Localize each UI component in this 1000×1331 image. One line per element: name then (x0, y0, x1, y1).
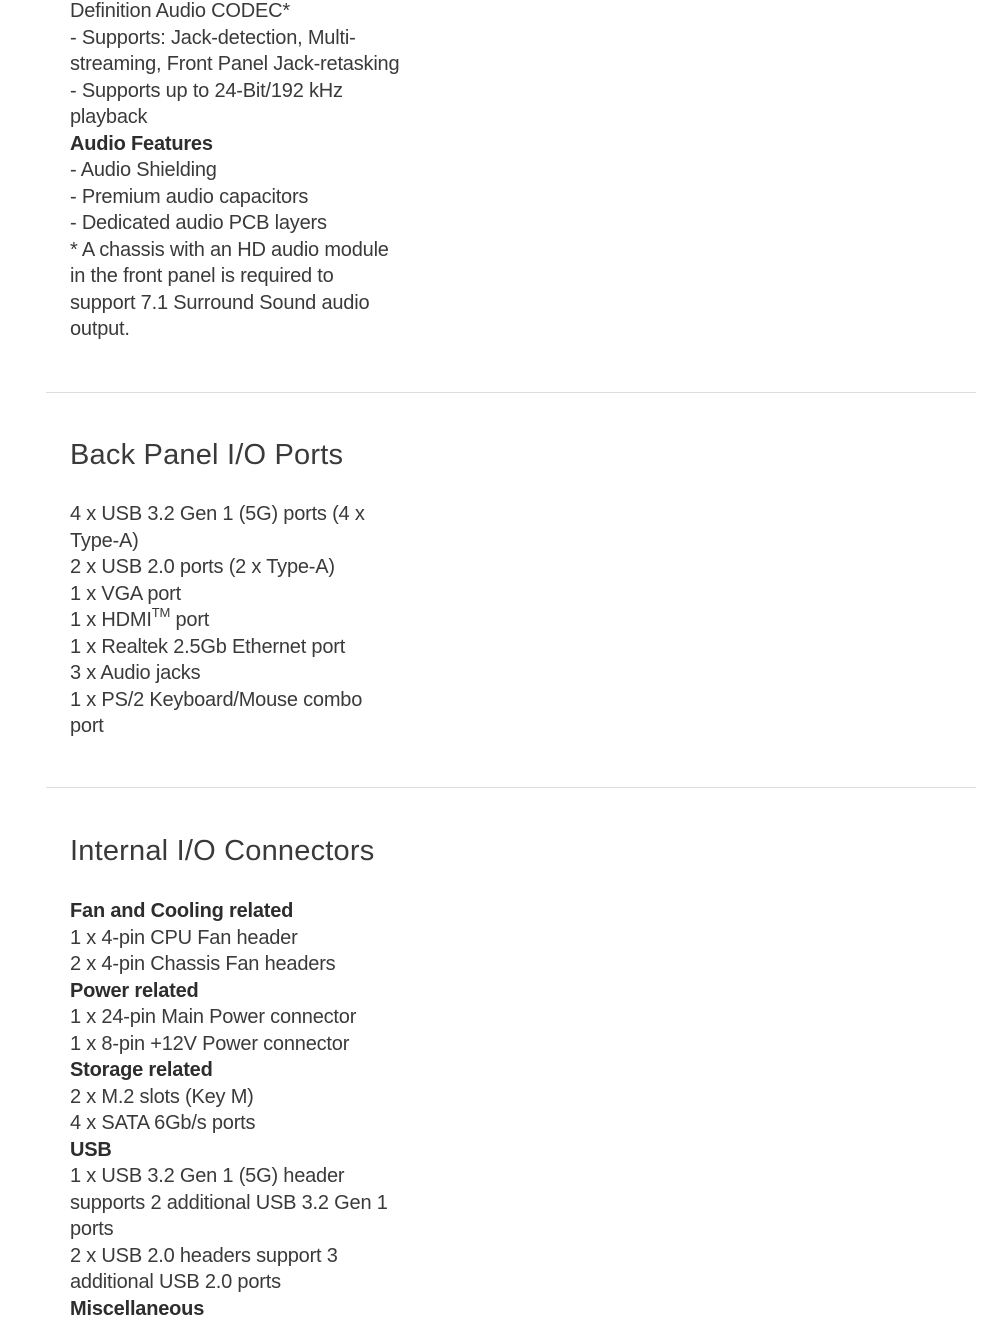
spec-line: port (70, 715, 104, 737)
spec-line: 1 x USB 3.2 Gen 1 (5G) header (70, 1165, 345, 1187)
spec-line: 3 x Audio jacks (70, 662, 201, 684)
spec-line: 1 x Realtek 2.5Gb Ethernet port (70, 635, 346, 658)
spec-line: ports (70, 1218, 114, 1240)
spec-line: 2 x USB 2.0 ports (2 x Type-A) (70, 556, 335, 578)
spec-line: - Audio Shielding (70, 159, 217, 181)
spec-line-hdmi (70, 607, 410, 634)
spec-line: 1 x VGA port (70, 582, 181, 605)
trademark-sup: TM (151, 605, 171, 621)
spec-line: 4 x SATA 6Gb/s ports (70, 1112, 256, 1134)
spec-line: - Dedicated audio PCB layers (70, 212, 327, 234)
spec-line: Type-A) (70, 529, 139, 552)
spec-note: support 7.1 Surround Sound audio (70, 291, 370, 314)
spec-line: streaming, Front Panel Jack-retasking (70, 53, 400, 75)
spec-note: * A chassis with an HD audio module (70, 238, 389, 261)
spec-line: 2 x 4-pin Chassis Fan headers (70, 953, 336, 975)
section-divider (46, 787, 976, 788)
spec-note: output. (70, 318, 130, 340)
group-heading-usb: USB (70, 1138, 112, 1161)
spec-line: 4 x USB 3.2 Gen 1 (5G) ports (4 x (70, 503, 365, 525)
internal-io-spec-block (70, 898, 410, 1322)
spec-line: 1 x 24-pin Main Power connector (70, 1006, 357, 1028)
spec-note: in the front panel is required to (70, 265, 334, 287)
spec-line: supports 2 additional USB 3.2 Gen 1 (70, 1191, 388, 1214)
back-panel-title: Back Panel I/O Ports (70, 439, 344, 471)
spec-line: 1 x PS/2 Keyboard/Mouse combo (70, 688, 363, 711)
spec-line: playback (70, 106, 148, 128)
group-heading-misc: Miscellaneous (70, 1297, 205, 1320)
spec-line: 2 x M.2 slots (Key M) (70, 1085, 254, 1108)
spec-line: 1 x 8-pin +12V Power connector (70, 1032, 350, 1055)
audio-spec-block (70, 0, 410, 343)
section-divider (46, 392, 976, 393)
internal-io-title: Internal I/O Connectors (70, 835, 375, 867)
audio-features-heading: Audio Features (70, 132, 213, 155)
group-heading-storage: Storage related (70, 1059, 213, 1081)
hdmi-prefix: 1 x HDMI (70, 609, 152, 631)
spec-line: - Supports: Jack-detection, Multi- (70, 26, 356, 49)
spec-line: additional USB 2.0 ports (70, 1271, 281, 1293)
spec-line: 2 x USB 2.0 headers support 3 (70, 1244, 338, 1267)
spec-line: - Premium audio capacitors (70, 185, 309, 208)
group-heading-fan: Fan and Cooling related (70, 900, 294, 922)
spec-line: - Supports up to 24-Bit/192 kHz (70, 79, 343, 102)
back-panel-spec-block (70, 501, 410, 740)
spec-line: Definition Audio CODEC* (70, 0, 290, 22)
group-heading-power: Power related (70, 979, 199, 1002)
hdmi-suffix: port (170, 609, 210, 631)
spec-line: 1 x 4-pin CPU Fan header (70, 926, 298, 949)
